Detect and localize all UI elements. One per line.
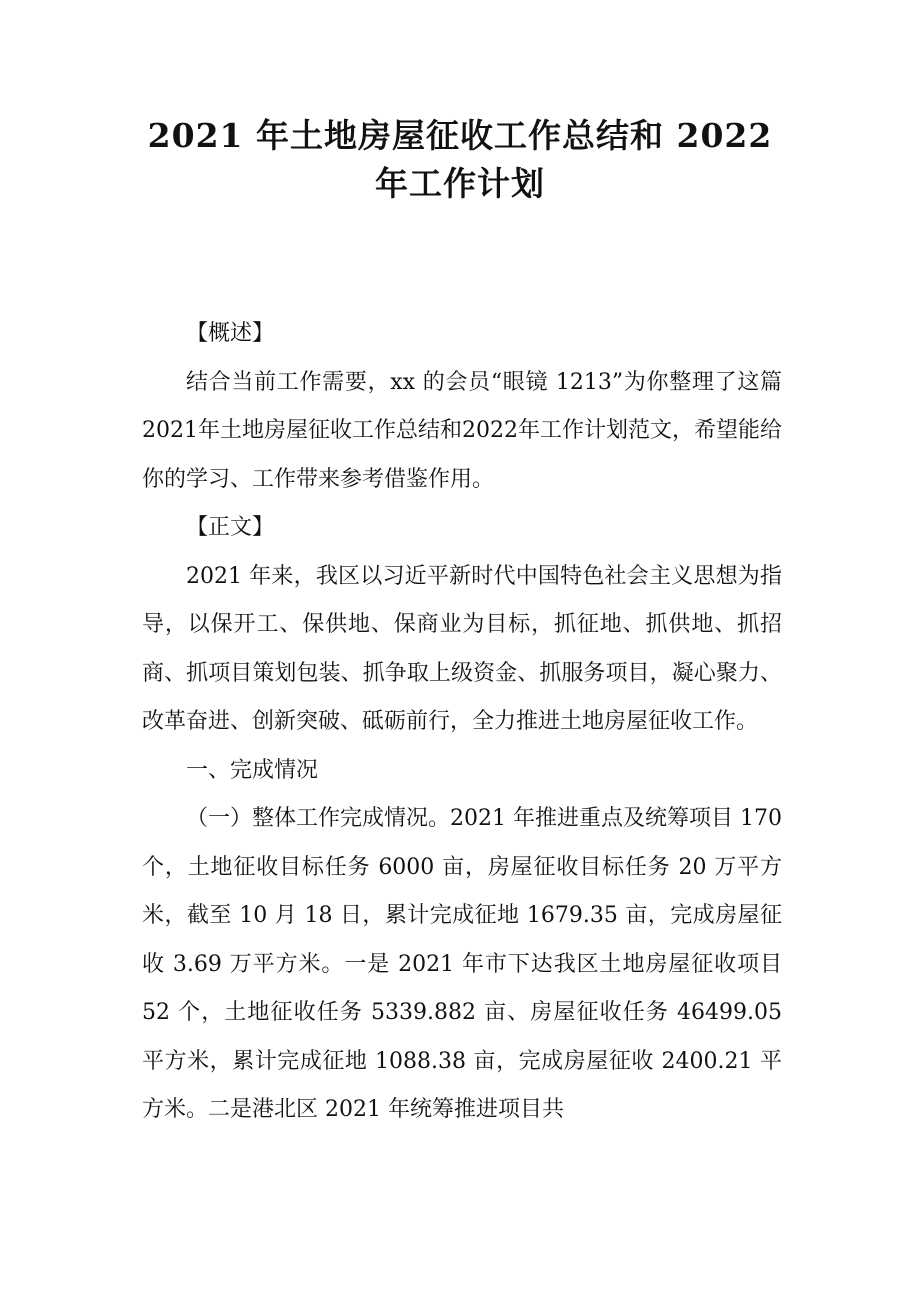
section-heading-overview: 【概述】 — [186, 321, 275, 346]
section-heading-main-text: 【正文】 — [186, 515, 275, 540]
section-heading-completion: 一、完成情况 — [186, 757, 319, 783]
document-body — [142, 310, 782, 1135]
completion-paragraph: （一）整体工作完成情况。2021 年推进重点及统筹项目 170 个，土地征收目标任务 6000 亩，房屋征收目标任务 20 万平方米，截至 10 月 18 日，累计完成征地 1679.35 亩，完成房屋征收 3.69 万平方米。一是 2021 年市下达我区土地房屋征收项目 52 个，土地征收任务 5339.882 亩、房屋征收任务 46499.05 平方米，累计完成征地 1088.38 亩，完成房屋征收 2400.21 平方米。二是港北区 2021 年统筹推进项目共 — [142, 806, 782, 1122]
intro-paragraph: 2021 年来，我区以习近平新时代中国特色社会主义思想为指导，以保开工、保供地、保商业为目标，抓征地、抓供地、抓招商、抓项目策划包装、抓争取上级资金、抓服务项目，凝心聚力、改革奋进、创新突破、砥砺前行，全力推进土地房屋征收工作。 — [142, 563, 782, 734]
overview-paragraph: 结合当前工作需要，xx 的会员“眼镜 1213”为你整理了这篇2021年土地房屋征收工作总结和2022年工作计划范文，希望能给你的学习、工作带来参考借鉴作用。 — [142, 369, 782, 492]
document-title: 2021 年土地房屋征收工作总结和 2022 年工作计划 — [147, 116, 773, 203]
